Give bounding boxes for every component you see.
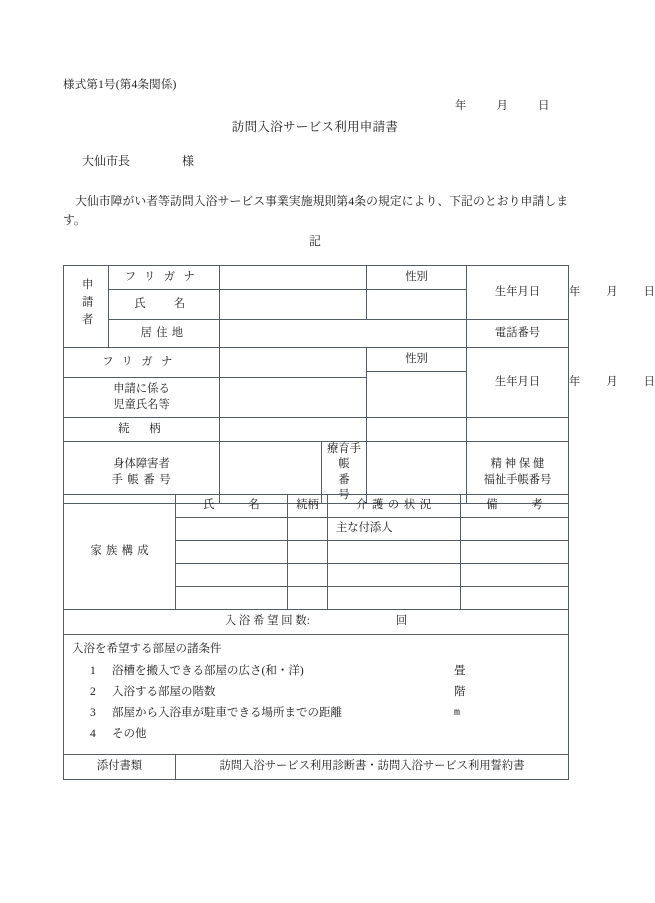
child-name-label-line1: 申請に係る (113, 383, 170, 396)
addressee-name: 大仙市長 (82, 154, 131, 168)
family-row-3-name[interactable] (176, 587, 288, 610)
family-row-0-remarks[interactable] (461, 518, 569, 541)
room-condition-3-text: 部屋から入浴車が駐車できる場所までの距離 (112, 706, 342, 719)
form-code: 様式第1号(第4条関係) (63, 79, 177, 91)
attachments-value-cell: 訪問入浴サービス利用診断書・訪問入浴サービス利用誓約書 (176, 754, 569, 779)
room-condition-item-2 (72, 682, 568, 703)
room-condition-1-text: 浴槽を搬入できる部屋の広さ(和・洋) (112, 664, 304, 677)
child-birth-month-label: 月 (606, 375, 618, 388)
child-gender-label: 性別 (367, 348, 466, 372)
ki-mark: 記 (308, 234, 321, 248)
family-row-3-relation[interactable] (288, 587, 328, 610)
birth-day-label: 日 (643, 285, 655, 298)
furigana-value-cell (220, 266, 367, 290)
birthdate-label-cell: 生年月日 (467, 266, 569, 320)
birth-month-label: 月 (606, 285, 618, 298)
gender-value-cell (367, 290, 466, 320)
child-name-label-cell (64, 378, 220, 418)
applicant-table (63, 265, 655, 504)
body-text: 大仙市障がい者等訪問入浴サービス事業実施規則第4条の規定により、下記のとおり申請します。 (63, 194, 568, 227)
relation-label-cell: 続 柄 (64, 418, 220, 442)
room-condition-3-num: 3 (90, 706, 96, 719)
phone-label-cell: 電話番号 (467, 320, 569, 348)
child-birth-day-label: 日 (643, 375, 655, 388)
child-birthdate-label-cell: 生年月日 (467, 348, 569, 418)
table-row (64, 348, 569, 378)
applicant-label: 申請者 (80, 277, 93, 331)
attachments-label-cell: 添付書類 (64, 754, 176, 779)
child-gender-label-cell-wrapper (367, 348, 467, 418)
table-row (64, 418, 569, 442)
child-furigana-label-cell: フリガナ (64, 348, 220, 378)
family-row-1-name[interactable] (176, 541, 288, 564)
table-row (64, 754, 569, 779)
table-row (64, 495, 569, 518)
room-condition-3-unit: m (454, 707, 461, 719)
room-conditions-block (64, 635, 568, 754)
residence-label-cell: 居住地 (109, 320, 220, 348)
bath-count-label: 入 浴 希 望 回 数: (224, 615, 310, 628)
name-value-cell (220, 290, 367, 320)
family-row-1-relation[interactable] (288, 541, 328, 564)
therapy-handbook-line1: 療育手帳 (327, 443, 361, 471)
table-row (64, 610, 569, 635)
physical-handbook-line2: 手 帳 番 号 (111, 473, 172, 486)
furigana-label-cell: フリガナ (109, 266, 220, 290)
table-row (64, 266, 569, 290)
gender-label: 性別 (367, 266, 466, 290)
family-row-1-remarks[interactable] (461, 541, 569, 564)
therapy-handbook-line2: 番 号 (338, 473, 373, 501)
gender-label-cell-wrapper (367, 266, 467, 320)
relation-spacer-1 (367, 418, 467, 442)
physical-handbook-line1: 身体障害者 (113, 458, 170, 471)
date-year-label: 年 (455, 100, 467, 112)
col-header-name: 氏 名 (176, 495, 288, 518)
child-gender-value-cell (367, 372, 466, 418)
bath-count-row (64, 610, 569, 635)
room-condition-item-4 (72, 724, 568, 745)
family-row-2-remarks[interactable] (461, 564, 569, 587)
child-furigana-value-cell (220, 348, 367, 378)
room-condition-2-text: 入浴する部屋の階数 (112, 685, 216, 698)
col-header-remarks: 備 考 (461, 495, 569, 518)
page-title: 訪問入浴サービス利用申請書 (231, 120, 399, 134)
birth-year-label: 年 (569, 285, 581, 298)
room-condition-2-unit: 階 (454, 685, 466, 698)
col-header-care-status: 介 護 の 状 況 (328, 495, 461, 518)
addressee-honorific: 様 (182, 154, 195, 168)
room-conditions-cell (64, 635, 569, 755)
room-condition-1-unit: 畳 (454, 664, 466, 677)
room-condition-item-3 (72, 703, 568, 724)
family-label-cell (64, 495, 176, 610)
family-row-0-relation[interactable] (288, 518, 328, 541)
applicant-label-cell (64, 266, 109, 348)
relation-value-cell (220, 418, 367, 442)
family-label: 家族構成 (90, 545, 153, 558)
residence-value-cell (220, 320, 467, 348)
col-header-relation: 続柄 (288, 495, 328, 518)
name-label-cell: 氏 名 (109, 290, 220, 320)
family-row-2-relation[interactable] (288, 564, 328, 587)
family-row-2-care-status[interactable] (328, 564, 461, 587)
mental-handbook-line1: 精 神 保 健 (490, 458, 545, 471)
family-row-3-care-status[interactable] (328, 587, 461, 610)
family-and-conditions-table (63, 494, 569, 780)
child-birth-year-label: 年 (569, 375, 581, 388)
child-name-label-line2: 児童氏名等 (113, 398, 170, 411)
addressee-line (82, 152, 194, 169)
relation-spacer-2 (467, 418, 569, 442)
family-row-3-remarks[interactable] (461, 587, 569, 610)
family-row-1-care-status[interactable] (328, 541, 461, 564)
date-month-label: 月 (496, 100, 508, 112)
mental-handbook-line2: 福祉手帳番号 (483, 473, 552, 486)
room-condition-2-num: 2 (90, 685, 96, 698)
date-day-label: 日 (538, 100, 550, 112)
family-row-0-name[interactable] (176, 518, 288, 541)
room-condition-4-text: その他 (112, 727, 147, 740)
date-line (455, 97, 550, 113)
family-row-2-name[interactable] (176, 564, 288, 587)
room-condition-4-num: 4 (90, 727, 96, 740)
bath-count-unit: 回 (395, 615, 408, 628)
room-condition-1-num: 1 (90, 664, 96, 677)
table-row (64, 635, 569, 755)
room-conditions-heading: 入浴を希望する部屋の諸条件 (72, 643, 222, 655)
family-row-0-care-status[interactable]: 主な付添人 (328, 518, 461, 541)
table-row (64, 320, 569, 348)
child-name-value-cell (220, 378, 367, 418)
room-condition-item-1 (72, 661, 568, 682)
